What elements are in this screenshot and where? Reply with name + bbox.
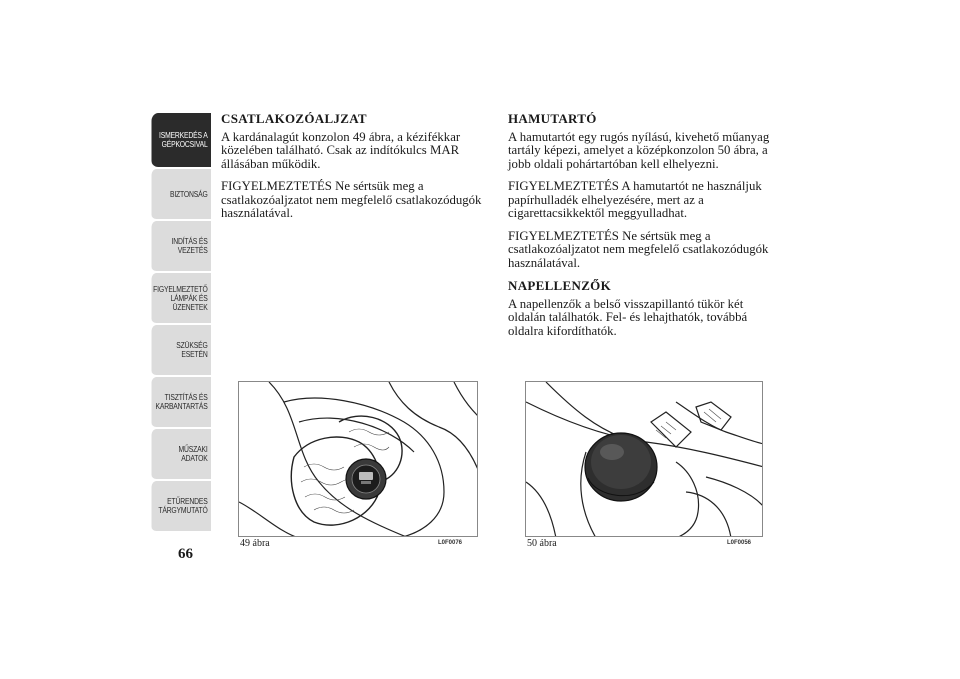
socket-illustration	[239, 382, 478, 537]
tab-figyelmezteto[interactable]	[152, 273, 212, 325]
section-heading-socket: CSATLAKOZÓALJZAT	[221, 111, 367, 126]
figure-49-caption: 49 ábra	[240, 538, 270, 549]
tab-label: TISZTÍTÁS ÉS KARBANTARTÁS	[155, 393, 208, 411]
right-column	[508, 112, 780, 347]
warning-paragraph: FIGYELMEZTETÉS Ne sértsük meg a csatlakozóaljzatot nem megfelelő csatlakozódugók használatával.	[221, 179, 482, 220]
tab-label: ETŰRENDES TÁRGYMUTATÓ	[158, 497, 208, 515]
tab-label: ISMERKEDÉS A GÉPKOCSIVAL	[158, 131, 208, 149]
tab-biztonsag[interactable]	[152, 169, 212, 221]
tab-szukseg[interactable]	[152, 325, 212, 377]
paragraph: A kardánalagút konzolon 49 ábra, a kézifékkar közelében található. Csak az indítókulcs MAR állásában működik.	[221, 129, 461, 171]
tab-tisztitas[interactable]	[152, 377, 212, 429]
tab-targymutato[interactable]	[152, 481, 212, 533]
ashtray-illustration	[526, 382, 763, 537]
paragraph: A napellenzők a belső visszapillantó tükör két oldalán találhatók. Fel- és lehajthatók, továbbá oldalra kifordíthatók.	[508, 296, 748, 338]
left-column	[221, 112, 483, 230]
figure-50-caption: 50 ábra	[527, 538, 557, 549]
tab-label: BIZTONSÁG	[169, 189, 208, 199]
figure-50-code: L0F0056	[727, 540, 752, 546]
tab-label: MŰSZAKI ADATOK	[178, 445, 208, 463]
section-heading-sunvisors: NAPELLENZŐK	[508, 278, 611, 293]
tab-label: INDÍTÁS ÉS VEZETÉS	[171, 237, 208, 255]
figure-49-socket	[238, 381, 478, 537]
warning-paragraph: FIGYELMEZTETÉS Ne sértsük meg a csatlakozóaljzatot nem megfelelő csatlakozódugók használatával.	[508, 228, 769, 270]
warning-paragraph: FIGYELMEZTETÉS A hamutartót ne használjuk papírhulladék elhelyezésére, mert az a cigarettacsikkektől meggyulladhat.	[508, 179, 762, 220]
tab-label: FIGYELMEZTETŐ LÁMPÁK ÉS ÜZENETEK	[153, 284, 208, 312]
tab-ismerkedes[interactable]	[152, 113, 212, 169]
paragraph: A hamutartót egy rugós nyílású, kivehető műanyag tartály képezi, amelyet a középkonzolon 50 ábra, a jobb oldali pohártartóban kell elhelyezni.	[508, 129, 770, 171]
figure-49-code: L0F0076	[438, 540, 463, 546]
section-heading-ashtray: HAMUTARTÓ	[508, 111, 597, 126]
figure-50-ashtray	[525, 381, 763, 537]
tab-inditas[interactable]	[152, 221, 212, 273]
page-number: 66	[178, 546, 193, 562]
tab-label: SZÜKSÉG ESETÉN	[176, 341, 208, 359]
tab-muszaki[interactable]	[152, 429, 212, 481]
chapter-tabs	[141, 113, 211, 533]
